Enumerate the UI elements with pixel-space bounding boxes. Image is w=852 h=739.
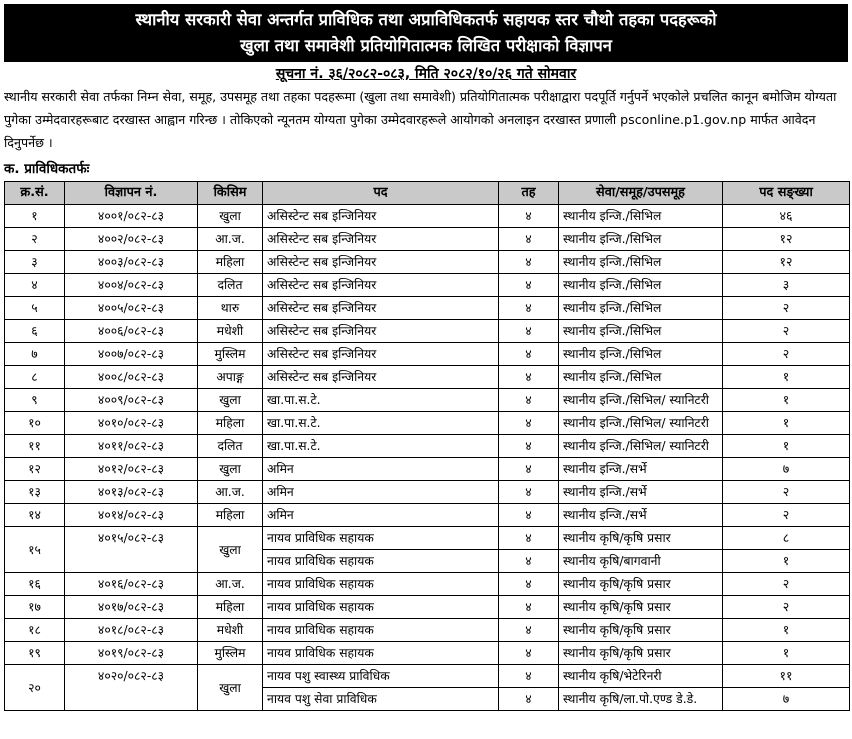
type-cell: महिला — [198, 596, 263, 619]
service-cell: स्थानीय इन्जि./सिभिल — [559, 320, 723, 343]
header-level: तह — [499, 182, 559, 205]
service-cell: स्थानीय इन्जि./सिभिल/ स्यानिटरी — [559, 389, 723, 412]
advertisement-no-cell: ४०१५/०८२-८३ — [65, 527, 198, 573]
serial-cell: २० — [5, 665, 65, 711]
service-cell: स्थानीय इन्जि./सिभिल — [559, 274, 723, 297]
post-count-cell: १ — [723, 412, 850, 435]
advertisement-no-cell: ४००१/०८२-८३ — [65, 205, 198, 228]
type-cell: आ.ज. — [198, 228, 263, 251]
service-cell: स्थानीय इन्जि./सिभिल/ स्यानिटरी — [559, 412, 723, 435]
post-cell: नायव प्राविधिक सहायक — [263, 642, 499, 665]
service-cell: स्थानीय कृषि/कृषि प्रसार — [559, 596, 723, 619]
table-row — [5, 274, 850, 297]
table-row — [5, 389, 850, 412]
post-count-cell: २ — [723, 297, 850, 320]
service-cell: स्थानीय इन्जि./सर्भे — [559, 504, 723, 527]
post-cell: असिस्टेन्ट सब इन्जिनियर — [263, 274, 499, 297]
advertisement-no-cell: ४०१४/०८२-८३ — [65, 504, 198, 527]
advertisement-no-cell: ४००६/०८२-८३ — [65, 320, 198, 343]
post-count-cell: १ — [723, 435, 850, 458]
level-cell: ४ — [499, 665, 559, 688]
post-count-cell: २ — [723, 596, 850, 619]
service-cell: स्थानीय कृषि/कृषि प्रसार — [559, 619, 723, 642]
post-count-cell: १ — [723, 642, 850, 665]
post-cell: नायव प्राविधिक सहायक — [263, 527, 499, 550]
table-row — [5, 504, 850, 527]
serial-cell: १९ — [5, 642, 65, 665]
post-cell: असिस्टेन्ट सब इन्जिनियर — [263, 366, 499, 389]
service-cell: स्थानीय कृषि/कृषि प्रसार — [559, 642, 723, 665]
advertisement-no-cell: ४००९/०८२-८३ — [65, 389, 198, 412]
advertisement-no-cell: ४०१२/०८२-८३ — [65, 458, 198, 481]
title-line-2: खुला तथा समावेशी प्रतियोगितात्मक लिखित परीक्षाको विज्ञापन — [240, 36, 612, 55]
post-cell: अमिन — [263, 504, 499, 527]
serial-cell: १८ — [5, 619, 65, 642]
type-cell: खुला — [198, 665, 263, 711]
table-row — [5, 297, 850, 320]
post-count-cell: २ — [723, 320, 850, 343]
advertisement-no-cell: ४०११/०८२-८३ — [65, 435, 198, 458]
table-row — [5, 642, 850, 665]
type-cell: महिला — [198, 412, 263, 435]
service-cell: स्थानीय इन्जि./सिभिल — [559, 297, 723, 320]
post-count-cell: ८ — [723, 527, 850, 550]
serial-cell: ५ — [5, 297, 65, 320]
post-count-cell: १२ — [723, 251, 850, 274]
post-cell: नायव पशु सेवा प्राविधिक — [263, 688, 499, 711]
post-count-cell: १ — [723, 389, 850, 412]
type-cell: खुला — [198, 389, 263, 412]
table-body — [5, 205, 850, 711]
serial-cell: ३ — [5, 251, 65, 274]
service-cell: स्थानीय कृषि/कृषि प्रसार — [559, 527, 723, 550]
table-row — [5, 320, 850, 343]
advertisement-no-cell: ४००४/०८२-८३ — [65, 274, 198, 297]
type-cell: दलित — [198, 274, 263, 297]
section-heading-technical: क. प्राविधिकतर्फः — [4, 161, 90, 177]
post-cell: नायव प्राविधिक सहायक — [263, 619, 499, 642]
advertisement-no-cell: ४००५/०८२-८३ — [65, 297, 198, 320]
type-cell: मुस्लिम — [198, 343, 263, 366]
level-cell: ४ — [499, 688, 559, 711]
table-row — [5, 412, 850, 435]
header-advertisement-no: विज्ञापन नं. — [65, 182, 198, 205]
posts-table — [4, 181, 850, 711]
post-count-cell: २ — [723, 481, 850, 504]
level-cell: ४ — [499, 274, 559, 297]
table-header-row — [5, 182, 850, 205]
level-cell: ४ — [499, 435, 559, 458]
post-count-cell: ३ — [723, 274, 850, 297]
service-cell: स्थानीय कृषि/कृषि प्रसार — [559, 573, 723, 596]
post-cell: नायव प्राविधिक सहायक — [263, 573, 499, 596]
type-cell: अपाङ्ग — [198, 366, 263, 389]
service-cell: स्थानीय कृषि/ला.पो.एण्ड डे.डे. — [559, 688, 723, 711]
post-count-cell: ४६ — [723, 205, 850, 228]
level-cell: ४ — [499, 297, 559, 320]
post-cell: अमिन — [263, 458, 499, 481]
serial-cell: १४ — [5, 504, 65, 527]
type-cell: मुस्लिम — [198, 642, 263, 665]
advertisement-no-cell: ४०२०/०८२-८३ — [65, 665, 198, 711]
serial-cell: ११ — [5, 435, 65, 458]
table-row — [5, 481, 850, 504]
service-cell: स्थानीय इन्जि./सिभिल/ स्यानिटरी — [559, 435, 723, 458]
table-row — [5, 596, 850, 619]
post-cell: खा.पा.स.टे. — [263, 389, 499, 412]
post-count-cell: ७ — [723, 688, 850, 711]
service-cell: स्थानीय कृषि/बागवानी — [559, 550, 723, 573]
type-cell: खुला — [198, 205, 263, 228]
advertisement-no-cell: ४०१७/०८२-८३ — [65, 596, 198, 619]
post-cell: खा.पा.स.टे. — [263, 412, 499, 435]
advertisement-no-cell: ४००३/०८२-८३ — [65, 251, 198, 274]
level-cell: ४ — [499, 573, 559, 596]
service-cell: स्थानीय इन्जि./सिभिल — [559, 228, 723, 251]
serial-cell: ९ — [5, 389, 65, 412]
post-count-cell: २ — [723, 573, 850, 596]
post-cell: नायव पशु स्वास्थ्य प्राविधिक — [263, 665, 499, 688]
title-line-1: स्थानीय सरकारी सेवा अन्तर्गत प्राविधिक तथा अप्राविधिकतर्फ सहायक स्तर चौथो तहका पदहरूको — [135, 10, 717, 29]
table-row — [5, 458, 850, 481]
level-cell: ४ — [499, 343, 559, 366]
serial-cell: १५ — [5, 527, 65, 573]
level-cell: ४ — [499, 320, 559, 343]
post-count-cell: १२ — [723, 228, 850, 251]
post-count-cell: २ — [723, 504, 850, 527]
serial-cell: १३ — [5, 481, 65, 504]
level-cell: ४ — [499, 366, 559, 389]
post-cell: असिस्टेन्ट सब इन्जिनियर — [263, 320, 499, 343]
advertisement-no-cell: ४०१८/०८२-८३ — [65, 619, 198, 642]
table-row — [5, 366, 850, 389]
type-cell: महिला — [198, 504, 263, 527]
level-cell: ४ — [499, 596, 559, 619]
level-cell: ४ — [499, 458, 559, 481]
table-row — [5, 435, 850, 458]
table-row — [5, 251, 850, 274]
serial-cell: ७ — [5, 343, 65, 366]
service-cell: स्थानीय इन्जि./सिभिल — [559, 366, 723, 389]
serial-cell: १ — [5, 205, 65, 228]
table-row — [5, 527, 850, 550]
header-post: पद — [263, 182, 499, 205]
intro-paragraph: स्थानीय सरकारी सेवा तर्फका निम्न सेवा, समूह, उपसमूह तथा तहका पदहरूमा (खुला तथा समावेशी) प्रतियोगितात्मक परीक्षाद्वारा पदपूर्ति गर्नुपर्ने भएकोले प्रचलित कानून बमोजिम योग्यता पुगेका उम्मेदवारहरूबाट दरखास्त आह्वान गरिन्छ । तोकिएको न्यूनतम योग्यता पुगेका उम्मेदवारहरूले आयोगको अनलाइन दरखास्त प्रणाली psconline.p1.gov.np मार्फत आवेदन दिनुपर्नेछ । — [4, 89, 837, 150]
type-cell: दलित — [198, 435, 263, 458]
advertisement-no-cell: ४०१६/०८२-८३ — [65, 573, 198, 596]
post-cell: खा.पा.स.टे. — [263, 435, 499, 458]
post-cell: असिस्टेन्ट सब इन्जिनियर — [263, 251, 499, 274]
post-count-cell: १ — [723, 366, 850, 389]
service-cell: स्थानीय इन्जि./सर्भे — [559, 458, 723, 481]
serial-cell: ६ — [5, 320, 65, 343]
advertisement-no-cell: ४०१३/०८२-८३ — [65, 481, 198, 504]
post-count-cell: १ — [723, 619, 850, 642]
serial-cell: ४ — [5, 274, 65, 297]
type-cell: मधेशी — [198, 320, 263, 343]
service-cell: स्थानीय इन्जि./सिभिल — [559, 251, 723, 274]
type-cell: महिला — [198, 251, 263, 274]
notice-number-line — [0, 66, 852, 82]
level-cell: ४ — [499, 205, 559, 228]
post-cell: नायव प्राविधिक सहायक — [263, 596, 499, 619]
level-cell: ४ — [499, 481, 559, 504]
table-row — [5, 619, 850, 642]
post-count-cell: ११ — [723, 665, 850, 688]
type-cell: खुला — [198, 527, 263, 573]
serial-cell: २ — [5, 228, 65, 251]
level-cell: ४ — [499, 527, 559, 550]
advertisement-no-cell: ४००८/०८२-८३ — [65, 366, 198, 389]
table-row — [5, 228, 850, 251]
level-cell: ४ — [499, 619, 559, 642]
type-cell: आ.ज. — [198, 573, 263, 596]
serial-cell: १० — [5, 412, 65, 435]
post-cell: नायव प्राविधिक सहायक — [263, 550, 499, 573]
notice-number: सूचना नं. ३६/२०८२-०८३, मिति २०८२/१०/२६ गते सोमवार — [275, 66, 577, 82]
post-cell: असिस्टेन्ट सब इन्जिनियर — [263, 297, 499, 320]
post-count-cell: ७ — [723, 458, 850, 481]
advertisement-no-cell: ४००७/०८२-८३ — [65, 343, 198, 366]
title-banner — [4, 4, 848, 62]
table-row — [5, 343, 850, 366]
post-cell: अमिन — [263, 481, 499, 504]
header-type: किसिम — [198, 182, 263, 205]
serial-cell: १२ — [5, 458, 65, 481]
level-cell: ४ — [499, 251, 559, 274]
post-cell: असिस्टेन्ट सब इन्जिनियर — [263, 205, 499, 228]
table-row — [5, 573, 850, 596]
advertisement-no-cell: ४०१०/०८२-८३ — [65, 412, 198, 435]
type-cell: थारु — [198, 297, 263, 320]
advertisement-no-cell: ४००२/०८२-८३ — [65, 228, 198, 251]
service-cell: स्थानीय इन्जि./सर्भे — [559, 481, 723, 504]
post-count-cell: १ — [723, 550, 850, 573]
type-cell: मधेशी — [198, 619, 263, 642]
type-cell: खुला — [198, 458, 263, 481]
serial-cell: ८ — [5, 366, 65, 389]
service-cell: स्थानीय इन्जि./सिभिल — [559, 205, 723, 228]
header-serial: क्र.सं. — [5, 182, 65, 205]
serial-cell: १६ — [5, 573, 65, 596]
header-service-group: सेवा/समूह/उपसमूह — [559, 182, 723, 205]
post-count-cell: २ — [723, 343, 850, 366]
level-cell: ४ — [499, 550, 559, 573]
table-row — [5, 205, 850, 228]
service-cell: स्थानीय इन्जि./सिभिल — [559, 343, 723, 366]
table-row — [5, 665, 850, 688]
serial-cell: १७ — [5, 596, 65, 619]
level-cell: ४ — [499, 412, 559, 435]
post-cell: असिस्टेन्ट सब इन्जिनियर — [263, 228, 499, 251]
level-cell: ४ — [499, 389, 559, 412]
post-cell: असिस्टेन्ट सब इन्जिनियर — [263, 343, 499, 366]
type-cell: आ.ज. — [198, 481, 263, 504]
level-cell: ४ — [499, 228, 559, 251]
header-post-count: पद सङ्ख्या — [723, 182, 850, 205]
service-cell: स्थानीय कृषि/भेटेरिनरी — [559, 665, 723, 688]
level-cell: ४ — [499, 642, 559, 665]
advertisement-no-cell: ४०१९/०८२-८३ — [65, 642, 198, 665]
level-cell: ४ — [499, 504, 559, 527]
